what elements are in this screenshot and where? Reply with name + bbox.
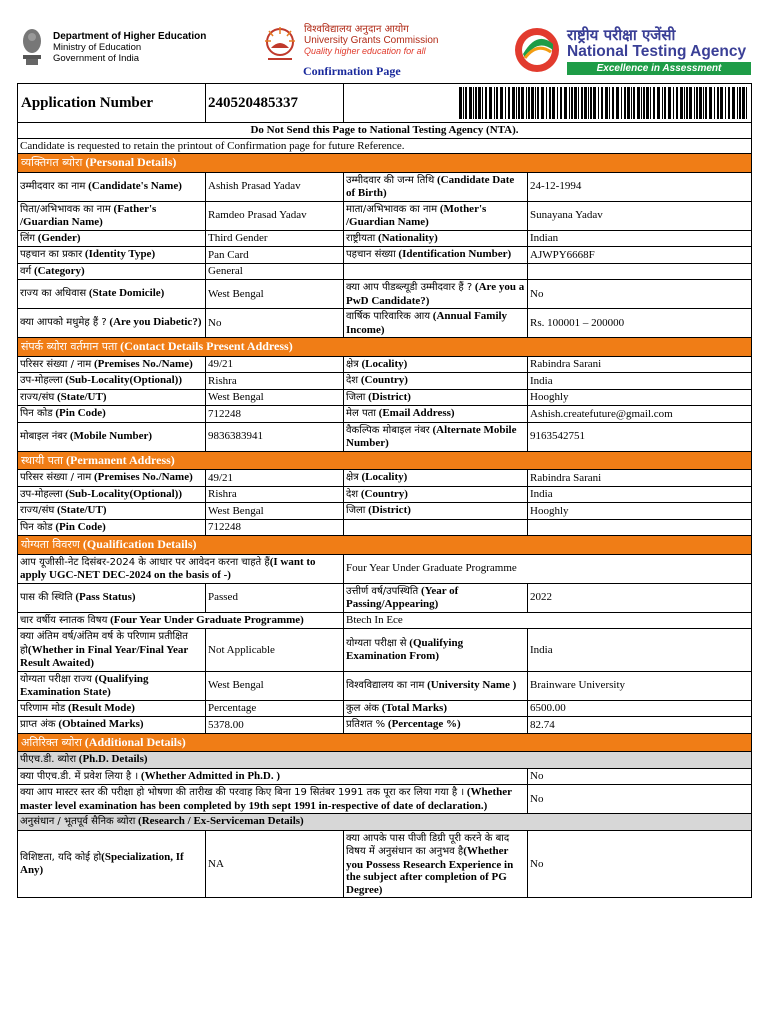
field-value: Rabindra Sarani bbox=[528, 470, 752, 487]
field-label-hi: उम्मीदवार का नाम bbox=[20, 180, 86, 192]
field-label bbox=[18, 263, 206, 280]
field-value: Ashish Prasad Yadav bbox=[206, 172, 344, 201]
doe-name: Department of Higher Education bbox=[53, 30, 207, 42]
year-label-en: (Year of Passing/Appearing) bbox=[346, 584, 459, 610]
field-label-hi: क्या आपको मधुमेह हैं ? bbox=[20, 317, 107, 329]
section-title-hi: व्यक्तिगत ब्योरा bbox=[21, 156, 83, 169]
government-name: Government of India bbox=[53, 52, 140, 64]
exam-from-label-hi: योग्यता परीक्षा से bbox=[346, 637, 407, 649]
field-value: 49/21 bbox=[206, 356, 344, 373]
field-label-hi: राज्य/संघ bbox=[20, 505, 55, 516]
field-label-en: (Mobile Number) bbox=[69, 429, 153, 442]
result-mode-row bbox=[18, 700, 752, 717]
field-label-en: (Premises No./Name) bbox=[94, 471, 193, 483]
retain-notice: Candidate is requested to retain the printout of Confirmation page for future Reference. bbox=[18, 138, 752, 154]
field-label bbox=[344, 406, 528, 423]
confirmation-table bbox=[17, 83, 752, 898]
ug-subject-value: Btech In Ece bbox=[344, 612, 752, 629]
detail-row bbox=[18, 247, 752, 264]
detail-row bbox=[18, 373, 752, 390]
detail-row bbox=[18, 201, 752, 230]
year-value: 2022 bbox=[528, 583, 752, 612]
field-label bbox=[18, 503, 206, 520]
obtained-marks-label-hi: प्राप्त अंक bbox=[20, 719, 56, 730]
field-label bbox=[344, 486, 528, 503]
field-value: Third Gender bbox=[206, 230, 344, 247]
field-label-hi: देश bbox=[346, 488, 359, 500]
field-label bbox=[344, 230, 528, 247]
field-label-hi: परिसर संख्या / नाम bbox=[20, 472, 92, 483]
field-label-en: (State/UT) bbox=[57, 390, 107, 403]
field-label bbox=[18, 309, 206, 338]
field-label bbox=[18, 422, 206, 451]
field-value: Sunayana Yadav bbox=[528, 201, 752, 230]
field-label-hi: लिंग bbox=[20, 232, 35, 244]
specialization-label-hi: विशिष्टता, यदि कोई हो bbox=[20, 851, 102, 863]
field-label bbox=[344, 373, 528, 390]
exam-state-value: West Bengal bbox=[206, 671, 344, 700]
field-label-hi: वैकल्पिक मोबाइल नंबर bbox=[346, 424, 430, 436]
apply-basis-label-en: (I want to apply UGC-NET DEC-2024 on the basis of -) bbox=[20, 555, 316, 581]
field-label-hi: पिन कोड bbox=[20, 408, 53, 419]
field-label-hi: माता/अभिभावक का नाम bbox=[346, 203, 438, 215]
final-year-label-en: (Whether in Final Year/Final Year Result Awaited) bbox=[20, 643, 189, 669]
master-exam-row bbox=[18, 785, 752, 814]
field-label-en: (Locality) bbox=[361, 357, 408, 370]
field-value: Rs. 100001 – 200000 bbox=[528, 309, 752, 338]
section-title-hi: स्थायी पता bbox=[21, 453, 64, 467]
total-marks-label-en: (Total Marks) bbox=[381, 701, 448, 714]
exam-from-value: India bbox=[528, 629, 752, 672]
nta-block bbox=[511, 24, 751, 76]
detail-row bbox=[18, 309, 752, 338]
university-label-hi: विश्वविद्यालय का नाम bbox=[346, 679, 425, 691]
field-label bbox=[344, 470, 528, 487]
detail-row bbox=[18, 503, 752, 520]
field-value: 712248 bbox=[206, 519, 344, 536]
detail-row bbox=[18, 172, 752, 201]
field-label-hi: क्षेत्र bbox=[346, 472, 359, 483]
field-label bbox=[18, 247, 206, 264]
section-title-en: (Personal Details) bbox=[85, 155, 177, 169]
section-title-en: (Qualification Details) bbox=[82, 537, 197, 551]
field-value: AJWPY6668F bbox=[528, 247, 752, 264]
field-label-en: (Identification Number) bbox=[398, 248, 512, 260]
field-label-en: (Pin Code) bbox=[55, 407, 106, 419]
field-label-en: (Candidate Date of Birth) bbox=[346, 173, 515, 199]
final-year-label-hi: क्या अंतिम वर्ष/अंतिम वर्ष के परिणाम प्रतीक्षित हो bbox=[20, 631, 188, 656]
field-label-en: (District) bbox=[368, 504, 411, 516]
field-label-en: (Country) bbox=[360, 487, 408, 500]
field-label-hi: पहचान संख्या bbox=[346, 249, 396, 260]
detail-row bbox=[18, 519, 752, 536]
field-value: Ramdeo Prasad Yadav bbox=[206, 201, 344, 230]
research-details-header bbox=[18, 814, 752, 831]
field-value: Ashish.createfuture@gmail.com bbox=[528, 406, 752, 423]
detail-row bbox=[18, 422, 752, 451]
obtained-marks-value: 5378.00 bbox=[206, 717, 344, 734]
field-label-en: (State/UT) bbox=[57, 504, 107, 516]
research-experience-label-en: (Whether you Possess Research Experience in the subject after completion of PG Degree) bbox=[346, 845, 514, 896]
pass-status-value: Passed bbox=[206, 583, 344, 612]
present-address-rows bbox=[18, 356, 752, 451]
detail-row bbox=[18, 280, 752, 309]
field-label bbox=[344, 172, 528, 201]
phd-admitted-row bbox=[18, 768, 752, 785]
phd-admitted-label-hi: क्या पीएच.डी. में प्रवेश लिया है । bbox=[20, 770, 139, 782]
field-label-en: (Email Address) bbox=[378, 407, 455, 419]
field-label-hi: वर्ग bbox=[20, 265, 32, 277]
exam-from-label-en: (Qualifying Examination From) bbox=[346, 636, 464, 663]
result-mode-value: Percentage bbox=[206, 700, 344, 717]
field-label-hi: परिसर संख्या / नाम bbox=[20, 358, 92, 370]
master-exam-value: No bbox=[528, 785, 752, 814]
ugc-block bbox=[260, 24, 438, 66]
field-value: Indian bbox=[528, 230, 752, 247]
field-label bbox=[18, 406, 206, 423]
field-value: West Bengal bbox=[206, 389, 344, 406]
apply-basis-row bbox=[18, 554, 752, 583]
field-label-en: (Pin Code) bbox=[55, 520, 106, 533]
detail-row bbox=[18, 356, 752, 373]
ugc-tagline: Quality higher education for all bbox=[304, 46, 426, 56]
field-label bbox=[18, 356, 206, 373]
research-experience-value: No bbox=[528, 830, 752, 898]
field-label-en: (Mother's /Guardian Name) bbox=[346, 202, 487, 228]
application-row bbox=[18, 84, 752, 123]
field-label bbox=[18, 201, 206, 230]
phd-admitted-label-en: (Whether Admitted in Ph.D. ) bbox=[140, 769, 281, 782]
final-year-row bbox=[18, 629, 752, 672]
field-label bbox=[344, 309, 528, 338]
field-label bbox=[344, 263, 528, 280]
detail-row bbox=[18, 486, 752, 503]
phd-title-en: (Ph.D. Details) bbox=[78, 753, 148, 765]
field-label-hi: मेल पता bbox=[346, 408, 376, 419]
section-title-en: (Additional Details) bbox=[84, 734, 186, 749]
field-value: 9836383941 bbox=[206, 422, 344, 451]
section-permanent-address bbox=[18, 451, 752, 470]
percentage-label-en: (Percentage %) bbox=[387, 718, 461, 730]
phd-details-header bbox=[18, 752, 752, 769]
field-label bbox=[344, 247, 528, 264]
ugc-logo-icon bbox=[260, 24, 300, 66]
field-label-hi: उम्मीदवार की जन्म तिथि bbox=[346, 174, 435, 186]
field-value: 712248 bbox=[206, 406, 344, 423]
field-value: West Bengal bbox=[206, 503, 344, 520]
total-marks-label-hi: कुल अंक bbox=[346, 702, 379, 714]
field-label-en: (Are you Diabetic?) bbox=[109, 316, 202, 329]
detail-row bbox=[18, 470, 752, 487]
field-label-hi: राज्य का अधिवास bbox=[20, 288, 87, 300]
detail-row bbox=[18, 406, 752, 423]
nta-logo-icon bbox=[511, 24, 563, 76]
year-label-hi: उत्तीर्ण वर्ष/उपस्थिति bbox=[346, 585, 419, 597]
pass-status-row bbox=[18, 583, 752, 612]
field-label-hi: क्या आप पीडब्ल्यूडी उम्मीदवार हैं ? bbox=[346, 282, 473, 293]
phd-title-hi: पीएच.डी. ब्योरा bbox=[20, 754, 77, 765]
obtained-marks-label-en: (Obtained Marks) bbox=[58, 718, 144, 730]
field-value: 49/21 bbox=[206, 470, 344, 487]
field-label bbox=[18, 486, 206, 503]
section-title-hi: संपर्क ब्योरा वर्तमान पता bbox=[21, 340, 118, 353]
field-label-hi: पिता/अभिभावक का नाम bbox=[20, 203, 111, 215]
field-label-en: (Alternate Mobile Number) bbox=[346, 423, 517, 449]
final-year-value: Not Applicable bbox=[206, 629, 344, 672]
specialization-value: NA bbox=[206, 830, 344, 898]
field-label-hi: जिला bbox=[346, 391, 366, 403]
ministry-name: Ministry of Education bbox=[53, 41, 142, 53]
field-value: 24-12-1994 bbox=[528, 172, 752, 201]
field-value: Rishra bbox=[206, 486, 344, 503]
university-value: Brainware University bbox=[528, 671, 752, 700]
section-title-hi: अतिरिक्त ब्योरा bbox=[21, 735, 82, 749]
do-not-send-notice: Do Not Send this Page to National Testing Agency (NTA). bbox=[18, 123, 752, 139]
section-personal-details bbox=[18, 154, 752, 173]
percentage-label-hi: प्रतिशत % bbox=[346, 719, 386, 730]
ugc-name: University Grants Commission bbox=[304, 35, 439, 46]
field-label bbox=[344, 422, 528, 451]
field-label-en: (Identity Type) bbox=[84, 248, 156, 260]
detail-row bbox=[18, 263, 752, 280]
barcode-cell bbox=[344, 84, 752, 123]
doe-block bbox=[17, 25, 206, 69]
field-label bbox=[18, 519, 206, 536]
field-value: Hooghly bbox=[528, 503, 752, 520]
ug-subject-row bbox=[18, 612, 752, 629]
field-value bbox=[528, 263, 752, 280]
field-label bbox=[18, 280, 206, 309]
field-value: India bbox=[528, 486, 752, 503]
field-label-hi: पिन कोड bbox=[20, 521, 53, 533]
national-emblem-icon bbox=[17, 25, 47, 69]
field-label bbox=[18, 470, 206, 487]
field-label-en: (Candidate's Name) bbox=[88, 179, 182, 192]
apply-basis-label-hi: आप यूजीसी-नेट दिसंबर-2024 के आधार पर आवेदन करना चाहते हैं bbox=[20, 556, 270, 568]
field-label-en: (Premises No./Name) bbox=[94, 357, 193, 370]
field-value: India bbox=[528, 373, 752, 390]
phd-admitted-value: No bbox=[528, 768, 752, 785]
field-value: Rishra bbox=[206, 373, 344, 390]
field-label bbox=[18, 172, 206, 201]
pass-status-label-hi: पास की स्थिति bbox=[20, 591, 73, 603]
field-label-en: (Annual Family Income) bbox=[346, 310, 508, 336]
personal-details-rows bbox=[18, 172, 752, 338]
section-title-hi: योग्यता विवरण bbox=[21, 538, 80, 551]
field-value: Hooghly bbox=[528, 389, 752, 406]
field-label-hi: उप-मोहल्ला bbox=[20, 488, 63, 500]
exam-state-label-hi: योग्यता परीक्षा राज्य bbox=[20, 673, 92, 685]
field-label-hi: राज्य/संघ bbox=[20, 391, 55, 403]
field-label-hi: राष्ट्रीयता bbox=[346, 232, 376, 244]
field-value: Pan Card bbox=[206, 247, 344, 264]
ug-subject-label-hi: चार वर्षीय स्नातक विषय bbox=[20, 614, 108, 626]
section-present-address bbox=[18, 338, 752, 357]
field-label bbox=[344, 356, 528, 373]
field-label bbox=[344, 503, 528, 520]
field-label-hi: उप-मोहल्ला bbox=[20, 375, 63, 386]
field-label-en: (Father's /Guardian Name) bbox=[20, 202, 157, 228]
university-label-en: (University Name ) bbox=[427, 678, 517, 691]
field-label-en: (Gender) bbox=[37, 231, 81, 244]
field-value: No bbox=[206, 309, 344, 338]
application-number-label: Application Number bbox=[18, 84, 206, 123]
field-label bbox=[18, 389, 206, 406]
field-label-en: (Nationality) bbox=[377, 231, 438, 244]
field-label-en: (District) bbox=[368, 390, 411, 403]
field-value: West Bengal bbox=[206, 280, 344, 309]
ugc-hindi-name: विश्वविद्यालय अनुदान आयोग bbox=[304, 24, 409, 35]
field-label-en: (Are you a PwD Candidate?) bbox=[346, 281, 525, 307]
result-mode-label-hi: परिणाम मोड bbox=[20, 702, 66, 714]
field-label bbox=[344, 280, 528, 309]
nta-name: National Testing Agency bbox=[567, 42, 747, 60]
specialization-label-en: (Specialization, If Any) bbox=[20, 850, 184, 877]
field-label-en: (Country) bbox=[360, 374, 408, 386]
field-label-en: (Sub-Locality(Optional)) bbox=[65, 374, 183, 386]
field-label bbox=[18, 230, 206, 247]
pass-status-label-en: (Pass Status) bbox=[75, 590, 136, 603]
permanent-address-rows bbox=[18, 470, 752, 536]
field-value: Rabindra Sarani bbox=[528, 356, 752, 373]
field-value: General bbox=[206, 263, 344, 280]
exam-state-label-en: (Qualifying Examination State) bbox=[20, 672, 149, 698]
exam-state-row bbox=[18, 671, 752, 700]
field-value bbox=[528, 519, 752, 536]
application-number: 240520485337 bbox=[206, 84, 344, 123]
section-title-en: (Contact Details Present Address) bbox=[120, 339, 293, 353]
detail-row bbox=[18, 230, 752, 247]
field-label-hi: मोबाइल नंबर bbox=[20, 430, 68, 442]
field-value: 9163542751 bbox=[528, 422, 752, 451]
confirmation-page bbox=[17, 17, 751, 898]
master-exam-label-en: (Whether master level examination has been completed by 19th sept 1991 in-respective of date of declaration.) bbox=[20, 786, 512, 812]
research-row bbox=[18, 830, 752, 898]
field-label-hi: क्षेत्र bbox=[346, 358, 359, 370]
field-label-hi: जिला bbox=[346, 505, 366, 516]
obtained-marks-row bbox=[18, 717, 752, 734]
field-label-en: (State Domicile) bbox=[88, 287, 165, 300]
research-experience-label-hi: क्या आपके पास पीजी डिग्री पूरी करने के बाद विषय में अनुसंधान का अनुभव है bbox=[346, 832, 510, 857]
nta-tagline: Excellence in Assessment bbox=[567, 62, 751, 75]
nta-hindi-name: राष्ट्रीय परीक्षा एजेंसी bbox=[567, 25, 676, 44]
page-header bbox=[17, 17, 751, 83]
ug-subject-label-en: (Four Year Under Graduate Programme) bbox=[110, 613, 304, 626]
section-additional-details bbox=[18, 733, 752, 752]
section-title-en: (Permanent Address) bbox=[66, 452, 175, 467]
field-label bbox=[344, 519, 528, 536]
page-title: Confirmation Page bbox=[303, 64, 401, 78]
barcode-icon bbox=[459, 87, 749, 119]
percentage-value: 82.74 bbox=[528, 717, 752, 734]
result-mode-label-en: (Result Mode) bbox=[68, 701, 135, 714]
field-label bbox=[344, 201, 528, 230]
field-label-en: (Locality) bbox=[361, 471, 408, 483]
section-qualification-details bbox=[18, 536, 752, 555]
field-label-en: (Category) bbox=[33, 264, 85, 277]
field-label bbox=[344, 389, 528, 406]
master-exam-label-hi: क्या आप मास्टर स्तर की परीक्षा हो भोषणा की तारीख की परवाह किए बिना 19 सितंबर 1991 तक पूरा कर लिया गया है । bbox=[20, 787, 465, 798]
field-label-hi: वार्षिक पारिवारिक आय bbox=[346, 311, 431, 322]
research-title-en: (Research / Ex-Serviceman Details) bbox=[138, 815, 304, 827]
total-marks-value: 6500.00 bbox=[528, 700, 752, 717]
detail-row bbox=[18, 389, 752, 406]
research-title-hi: अनुसंधान / भूतपूर्व सैनिक ब्योरा bbox=[20, 816, 136, 827]
apply-basis-value: Four Year Under Graduate Programme bbox=[344, 554, 752, 583]
field-label-hi: पहचान का प्रकार bbox=[20, 249, 83, 260]
field-label bbox=[18, 373, 206, 390]
field-value: No bbox=[528, 280, 752, 309]
field-label-en: (Sub-Locality(Optional)) bbox=[65, 487, 183, 500]
field-label-hi: देश bbox=[346, 375, 359, 386]
